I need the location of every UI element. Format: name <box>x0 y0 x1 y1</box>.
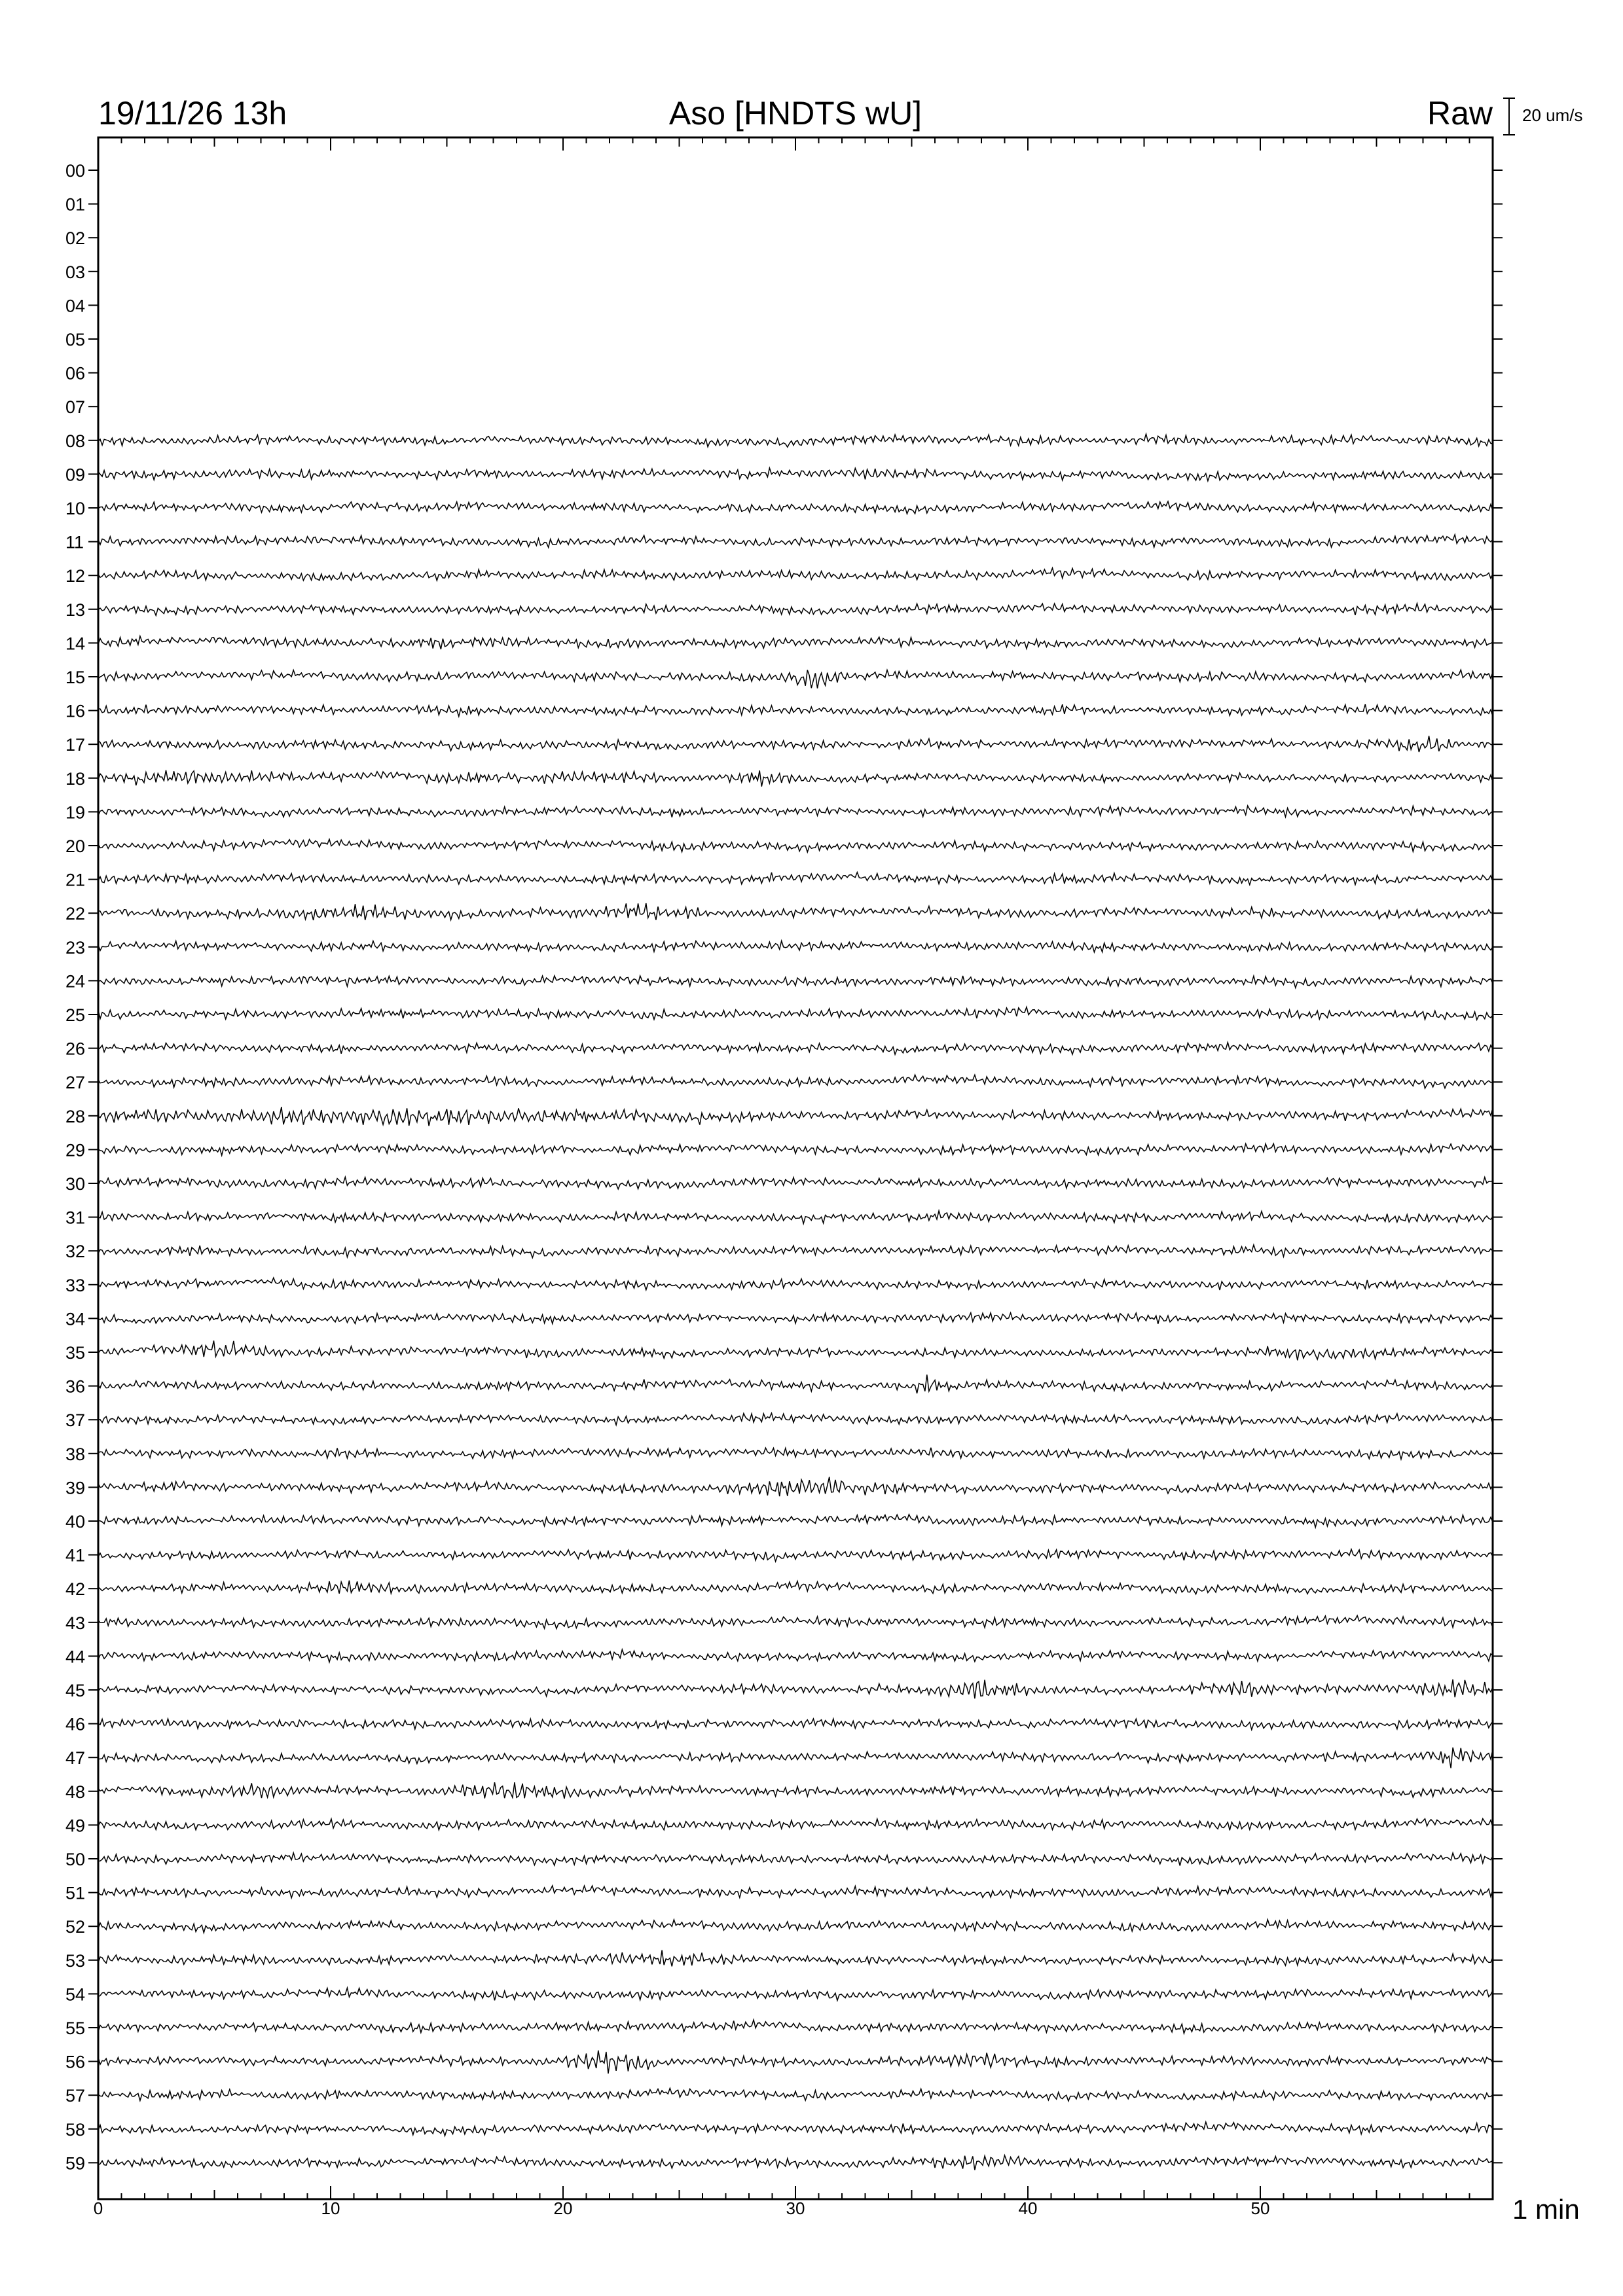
row-label: 41 <box>65 1545 86 1566</box>
row-label: 08 <box>65 431 86 451</box>
row-label: 02 <box>65 228 86 249</box>
row-label: 38 <box>65 1444 86 1464</box>
row-label: 52 <box>65 1917 86 1937</box>
row-label: 33 <box>65 1275 86 1295</box>
row-label: 12 <box>65 566 86 586</box>
row-label: 36 <box>65 1376 86 1397</box>
row-label: 31 <box>65 1208 86 1228</box>
row-label: 51 <box>65 1883 86 1903</box>
row-label: 25 <box>65 1005 86 1025</box>
row-label: 09 <box>65 465 86 485</box>
row-label: 00 <box>65 161 86 181</box>
chart-title: Aso [HNDTS wU] <box>668 95 922 132</box>
row-label: 26 <box>65 1039 86 1059</box>
row-label: 29 <box>65 1140 86 1160</box>
row-label: 30 <box>65 1174 86 1194</box>
row-label: 47 <box>65 1748 86 1768</box>
row-label: 50 <box>65 1850 86 1869</box>
row-label: 45 <box>65 1681 86 1700</box>
row-label: 59 <box>65 2153 86 2174</box>
row-label: 16 <box>65 701 86 721</box>
row-label: 03 <box>65 262 86 282</box>
row-label: 48 <box>65 1782 86 1802</box>
row-label: 53 <box>65 1950 86 1971</box>
row-label: 28 <box>65 1106 86 1126</box>
row-label: 32 <box>65 1242 86 1262</box>
chart-mode: Raw <box>1427 95 1493 132</box>
x-tick-label: 40 <box>1018 2198 1038 2218</box>
row-label: 39 <box>65 1478 86 1498</box>
row-label: 05 <box>65 330 86 350</box>
row-label: 37 <box>65 1410 86 1431</box>
row-label: 11 <box>65 532 84 552</box>
row-label: 17 <box>65 735 86 755</box>
x-tick-label: 0 <box>93 2198 103 2218</box>
row-label: 06 <box>65 363 86 384</box>
row-label: 54 <box>65 1984 86 2005</box>
row-label: 55 <box>65 2018 86 2038</box>
row-label: 34 <box>65 1309 86 1329</box>
row-label: 22 <box>65 904 86 924</box>
row-label: 21 <box>65 870 86 890</box>
row-label: 24 <box>65 971 86 992</box>
row-label: 27 <box>65 1073 86 1093</box>
row-label: 40 <box>65 1512 86 1532</box>
row-label: 14 <box>65 634 86 654</box>
row-label: 07 <box>65 397 86 418</box>
row-label: 04 <box>65 296 86 316</box>
row-label: 43 <box>65 1613 86 1633</box>
row-label: 01 <box>65 194 86 215</box>
row-label: 10 <box>65 499 86 518</box>
x-tick-label: 50 <box>1250 2198 1270 2218</box>
row-label: 23 <box>65 937 86 958</box>
row-label: 35 <box>65 1343 86 1363</box>
row-label: 18 <box>65 768 86 789</box>
row-label: 57 <box>65 2086 86 2106</box>
row-label: 15 <box>65 668 86 687</box>
x-axis-label: 1 min <box>1512 2194 1580 2225</box>
row-label: 46 <box>65 1714 86 1734</box>
row-label: 44 <box>65 1647 86 1667</box>
chart-datetime: 19/11/26 13h <box>98 95 287 132</box>
row-label: 42 <box>65 1579 86 1600</box>
x-tick-label: 30 <box>786 2198 805 2218</box>
row-label: 20 <box>65 836 86 856</box>
row-label: 58 <box>65 2119 86 2140</box>
row-label: 13 <box>65 600 86 620</box>
x-tick-label: 20 <box>553 2198 573 2218</box>
scale-label: 20 um/s <box>1522 105 1583 125</box>
row-label: 49 <box>65 1816 86 1836</box>
row-label: 19 <box>65 802 86 823</box>
x-tick-label: 10 <box>321 2198 340 2218</box>
row-label: 56 <box>65 2052 86 2072</box>
